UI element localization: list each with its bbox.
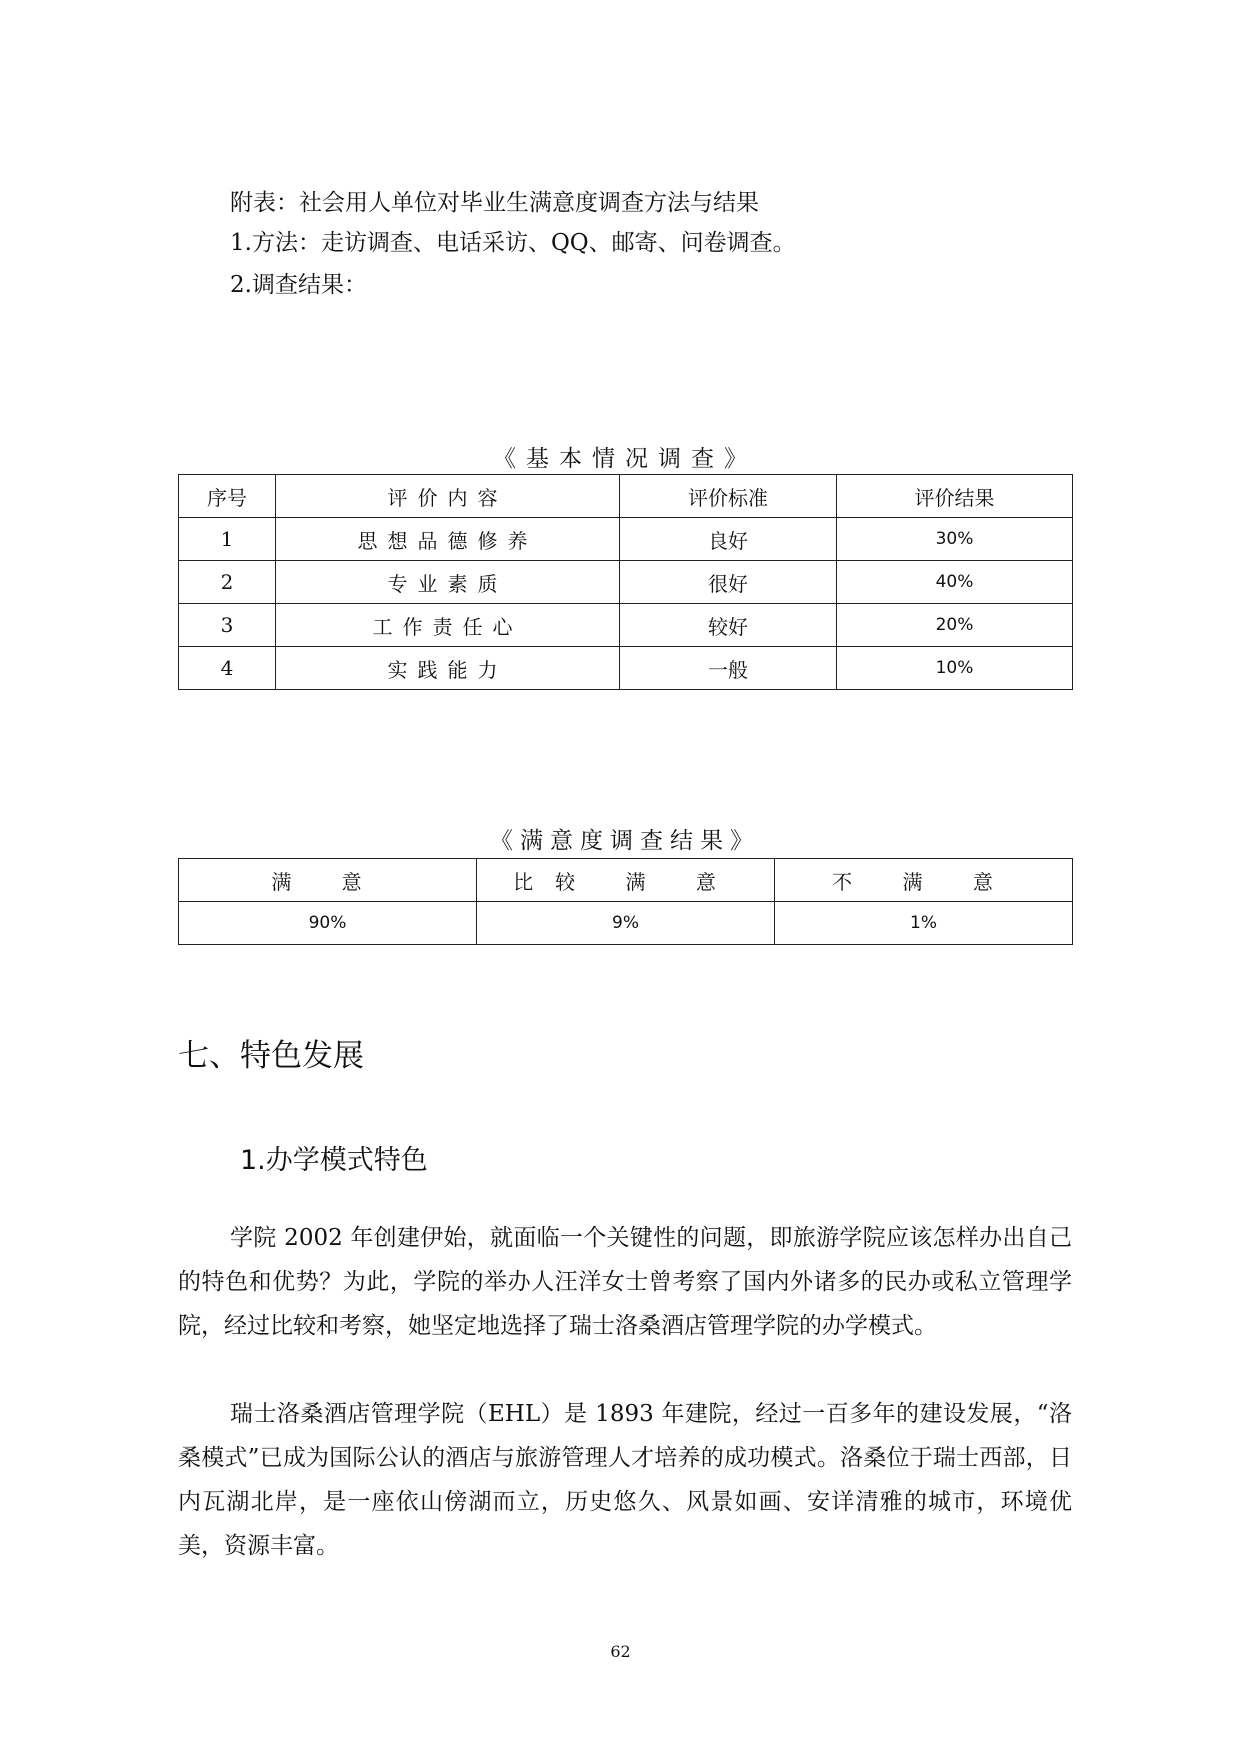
cell-standard: 良好 [620, 518, 837, 561]
method-line: 1.方法：走访调查、电话采访、QQ、邮寄、问卷调查。 [230, 230, 796, 256]
paragraph: 瑞士洛桑酒店管理学院（EHL）是 1893 年建院，经过一百多年的建设发展，“洛桑模式”已成为国际公认的酒店与旅游管理人才培养的成功模式。洛桑位于瑞士西部，日内瓦湖北岸，是一座依山傍湖而立，历史悠久、风景如画、安详清雅的城市，环境优美，资源丰富。 [178, 1401, 1072, 1559]
header-satisfied: 满 意 [179, 859, 477, 902]
cell-result: 40% [837, 561, 1073, 604]
cell-index: 1 [179, 518, 276, 561]
cell-satisfied: 90% [179, 902, 477, 945]
basic-survey-table [178, 474, 1073, 690]
cell-unsatisfied: 1% [775, 902, 1073, 945]
results-label: 2.调查结果： [230, 272, 367, 298]
header-index: 序号 [179, 475, 276, 518]
appendix-title: 附表：社会用人单位对毕业生满意度调查方法与结果 [230, 190, 759, 216]
table-row [179, 647, 1073, 690]
cell-content: 实践能力 [276, 647, 620, 690]
cell-result: 20% [837, 604, 1073, 647]
cell-content: 工作责任心 [276, 604, 620, 647]
header-standard: 评价标准 [620, 475, 837, 518]
cell-fairly-satisfied: 9% [477, 902, 775, 945]
table-row [179, 518, 1073, 561]
table1-caption: 《基本情况调查》 [493, 446, 757, 472]
cell-index: 4 [179, 647, 276, 690]
cell-standard: 一般 [620, 647, 837, 690]
cell-content: 思想品德修养 [276, 518, 620, 561]
section-heading: 七、特色发展 [178, 1038, 364, 1074]
page-number: 62 [610, 1642, 631, 1661]
table-row [179, 604, 1073, 647]
satisfaction-table [178, 858, 1073, 945]
table-row [179, 561, 1073, 604]
header-result: 评价结果 [837, 475, 1073, 518]
subsection-heading: 1.办学模式特色 [240, 1145, 428, 1176]
table-header-row [179, 859, 1073, 902]
header-content: 评价内容 [276, 475, 620, 518]
table2-caption: 《满意度调查结果》 [490, 828, 760, 854]
cell-standard: 很好 [620, 561, 837, 604]
cell-result: 30% [837, 518, 1073, 561]
cell-content: 专业素质 [276, 561, 620, 604]
table-header-row [179, 475, 1073, 518]
header-unsatisfied: 不 满 意 [775, 859, 1073, 902]
cell-index: 3 [179, 604, 276, 647]
cell-index: 2 [179, 561, 276, 604]
header-fairly-satisfied: 比较 满 意 [477, 859, 775, 902]
table-row [179, 902, 1073, 945]
cell-result: 10% [837, 647, 1073, 690]
cell-standard: 较好 [620, 604, 837, 647]
paragraph: 学院 2002 年创建伊始，就面临一个关键性的问题，即旅游学院应该怎样办出自己的特色和优势？为此，学院的举办人汪洋女士曾考察了国内外诸多的民办或私立管理学院，经过比较和考察，她坚定地选择了瑞士洛桑酒店管理学院的办学模式。 [178, 1225, 1072, 1339]
